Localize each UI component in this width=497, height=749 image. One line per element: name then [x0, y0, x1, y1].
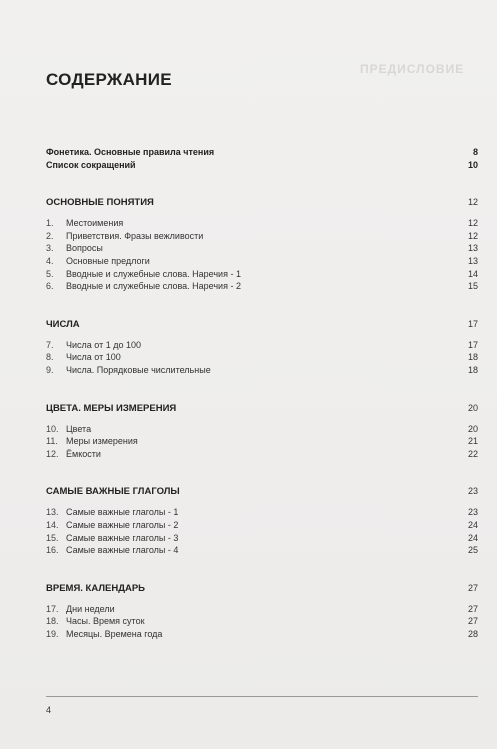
toc-entry — [46, 146, 478, 159]
toc-section — [46, 403, 478, 461]
section-heading — [46, 486, 478, 497]
toc-entry-label: Самые важные глаголы - 2 — [66, 519, 179, 530]
toc-entry-page: 18 — [467, 352, 478, 363]
toc-entry-number: 1. — [46, 218, 54, 229]
toc-entry-label: Месяцы. Времена года — [66, 628, 163, 639]
toc-entry-page: 28 — [467, 628, 478, 639]
section-page: 27 — [467, 582, 478, 593]
table-of-contents — [46, 146, 478, 640]
section-page: 17 — [467, 318, 478, 329]
toc-entry-number: 16. — [46, 545, 59, 556]
toc-entry-left — [46, 242, 103, 255]
toc-sections — [46, 197, 478, 640]
toc-entry — [46, 506, 478, 519]
toc-entry-left — [46, 339, 141, 352]
section-title: САМЫЕ ВАЖНЫЕ ГЛАГОЛЫ — [46, 486, 180, 498]
toc-entry — [46, 532, 478, 545]
toc-entry-label: Числа. Порядковые числительные — [66, 364, 211, 375]
toc-entry-label: Вводные и служебные слова. Наречия - 2 — [66, 281, 241, 292]
toc-entry-page: 13 — [467, 243, 478, 254]
toc-entry-page: 12 — [467, 230, 478, 241]
toc-entry-page: 8 — [472, 147, 478, 157]
toc-entry-left — [46, 506, 178, 519]
toc-entry-page: 23 — [467, 507, 478, 518]
toc-entry-page: 27 — [467, 603, 478, 614]
toc-entry-page: 22 — [467, 448, 478, 459]
section-heading — [46, 197, 478, 208]
toc-entry-number: 2. — [46, 230, 54, 241]
toc-entry-left — [46, 217, 123, 230]
toc-entry-number: 7. — [46, 339, 54, 350]
toc-entry-number: 13. — [46, 507, 59, 518]
toc-section — [46, 583, 478, 641]
toc-entry — [46, 230, 478, 243]
toc-entry-label: Список сокращений — [46, 159, 136, 170]
toc-entry-page: 18 — [467, 364, 478, 375]
toc-entry-label: Местоимения — [66, 218, 124, 229]
toc-entry-left — [46, 544, 178, 557]
toc-entry-left — [46, 615, 145, 628]
toc-entry — [46, 217, 478, 230]
toc-entry-label: Меры измерения — [66, 436, 138, 447]
toc-entry-number: 5. — [46, 268, 54, 279]
toc-entry-label: Фонетика. Основные правила чтения — [46, 147, 215, 157]
toc-section — [46, 197, 478, 293]
page-number: 4 — [46, 705, 52, 715]
toc-entry-label: Самые важные глаголы - 4 — [66, 545, 179, 556]
toc-entry-left — [46, 603, 115, 616]
toc-entry-page: 21 — [467, 436, 478, 447]
toc-entry-left — [46, 448, 101, 461]
toc-entry-label: Дни недели — [66, 603, 115, 614]
toc-entry-number: 14. — [46, 519, 59, 530]
toc-entry — [46, 628, 478, 641]
toc-entry-left — [46, 532, 178, 545]
toc-section — [46, 486, 478, 556]
toc-entry — [46, 448, 478, 461]
toc-entry-left — [46, 435, 138, 448]
toc-entry-left — [46, 519, 178, 532]
toc-entry-left — [46, 351, 121, 364]
toc-entry-number: 18. — [46, 616, 59, 627]
toc-entry — [46, 268, 478, 281]
toc-entry — [46, 544, 478, 557]
toc-entry-label: Самые важные глаголы - 3 — [66, 532, 179, 543]
toc-entry-label: Ёмкости — [66, 448, 101, 459]
toc-entry-label: Самые важные глаголы - 1 — [66, 507, 179, 518]
toc-entry — [46, 423, 478, 436]
toc-entry-number: 4. — [46, 255, 54, 266]
section-page: 23 — [467, 486, 478, 497]
footer-rule — [46, 696, 478, 697]
toc-entry-number: 10. — [46, 423, 59, 434]
toc-entry-left — [46, 255, 150, 268]
toc-entry — [46, 364, 478, 377]
toc-entry — [46, 255, 478, 268]
toc-entry — [46, 519, 478, 532]
toc-entry-label: Основные предлоги — [66, 255, 150, 266]
section-heading — [46, 583, 478, 594]
toc-entry-page: 24 — [467, 532, 478, 543]
toc-entry-number: 3. — [46, 243, 54, 254]
toc-entry-page: 14 — [467, 268, 478, 279]
toc-entry-page: 15 — [467, 281, 478, 292]
toc-entry-number: 9. — [46, 364, 54, 375]
toc-entry-left — [46, 230, 203, 243]
toc-entry-page: 24 — [467, 519, 478, 530]
toc-entry-label: Числа от 100 — [66, 352, 121, 363]
toc-entry-left — [46, 268, 241, 281]
toc-entry-page: 12 — [467, 218, 478, 229]
toc-entry — [46, 351, 478, 364]
toc-entry-page: 27 — [467, 616, 478, 627]
toc-entry — [46, 615, 478, 628]
toc-section — [46, 319, 478, 377]
toc-entry — [46, 603, 478, 616]
toc-entry-page: 25 — [467, 545, 478, 556]
toc-entry-page: 10 — [467, 159, 478, 170]
toc-entry-left — [46, 423, 91, 436]
toc-entry — [46, 339, 478, 352]
toc-entry-label: Часы. Время суток — [66, 616, 145, 627]
toc-entry-page: 13 — [467, 255, 478, 266]
page-title: СОДЕРЖАНИЕ — [46, 70, 172, 89]
toc-entry-left — [46, 364, 211, 377]
toc-entry — [46, 280, 478, 293]
section-title: ЦВЕТА. МЕРЫ ИЗМЕРЕНИЯ — [46, 402, 177, 414]
toc-entry-number: 19. — [46, 628, 59, 639]
toc-entry-number: 12. — [46, 448, 59, 459]
section-title: ОСНОВНЫЕ ПОНЯТИЯ — [46, 197, 154, 209]
toc-entry-label: Числа от 1 до 100 — [66, 339, 141, 350]
toc-entry-number: 15. — [46, 532, 59, 543]
toc-entry-number: 6. — [46, 281, 54, 292]
toc-entry-number: 17. — [46, 603, 59, 614]
section-heading — [46, 319, 478, 330]
toc-entry — [46, 242, 478, 255]
bleed-through-text: ПРЕДИСЛОВИЕ — [360, 62, 465, 76]
toc-entry-number: 8. — [46, 352, 54, 363]
toc-intro — [46, 146, 478, 171]
toc-entry — [46, 159, 478, 172]
toc-entry-left — [46, 628, 162, 641]
toc-entry-page: 20 — [467, 423, 478, 434]
section-title: ЧИСЛА — [46, 318, 80, 330]
section-title: ВРЕМЯ. КАЛЕНДАРЬ — [46, 582, 145, 594]
section-page: 20 — [467, 402, 478, 413]
section-page: 12 — [467, 197, 478, 208]
toc-entry-page: 17 — [467, 339, 478, 350]
toc-entry — [46, 435, 478, 448]
section-heading — [46, 403, 478, 414]
toc-entry-label: Вопросы — [66, 243, 103, 254]
toc-entry-left — [46, 280, 241, 293]
toc-entry-label: Приветствия. Фразы вежливости — [66, 230, 204, 241]
toc-entry-number: 11. — [46, 436, 58, 447]
toc-entry-label: Вводные и служебные слова. Наречия - 1 — [66, 268, 241, 279]
toc-entry-label: Цвета — [66, 423, 92, 434]
